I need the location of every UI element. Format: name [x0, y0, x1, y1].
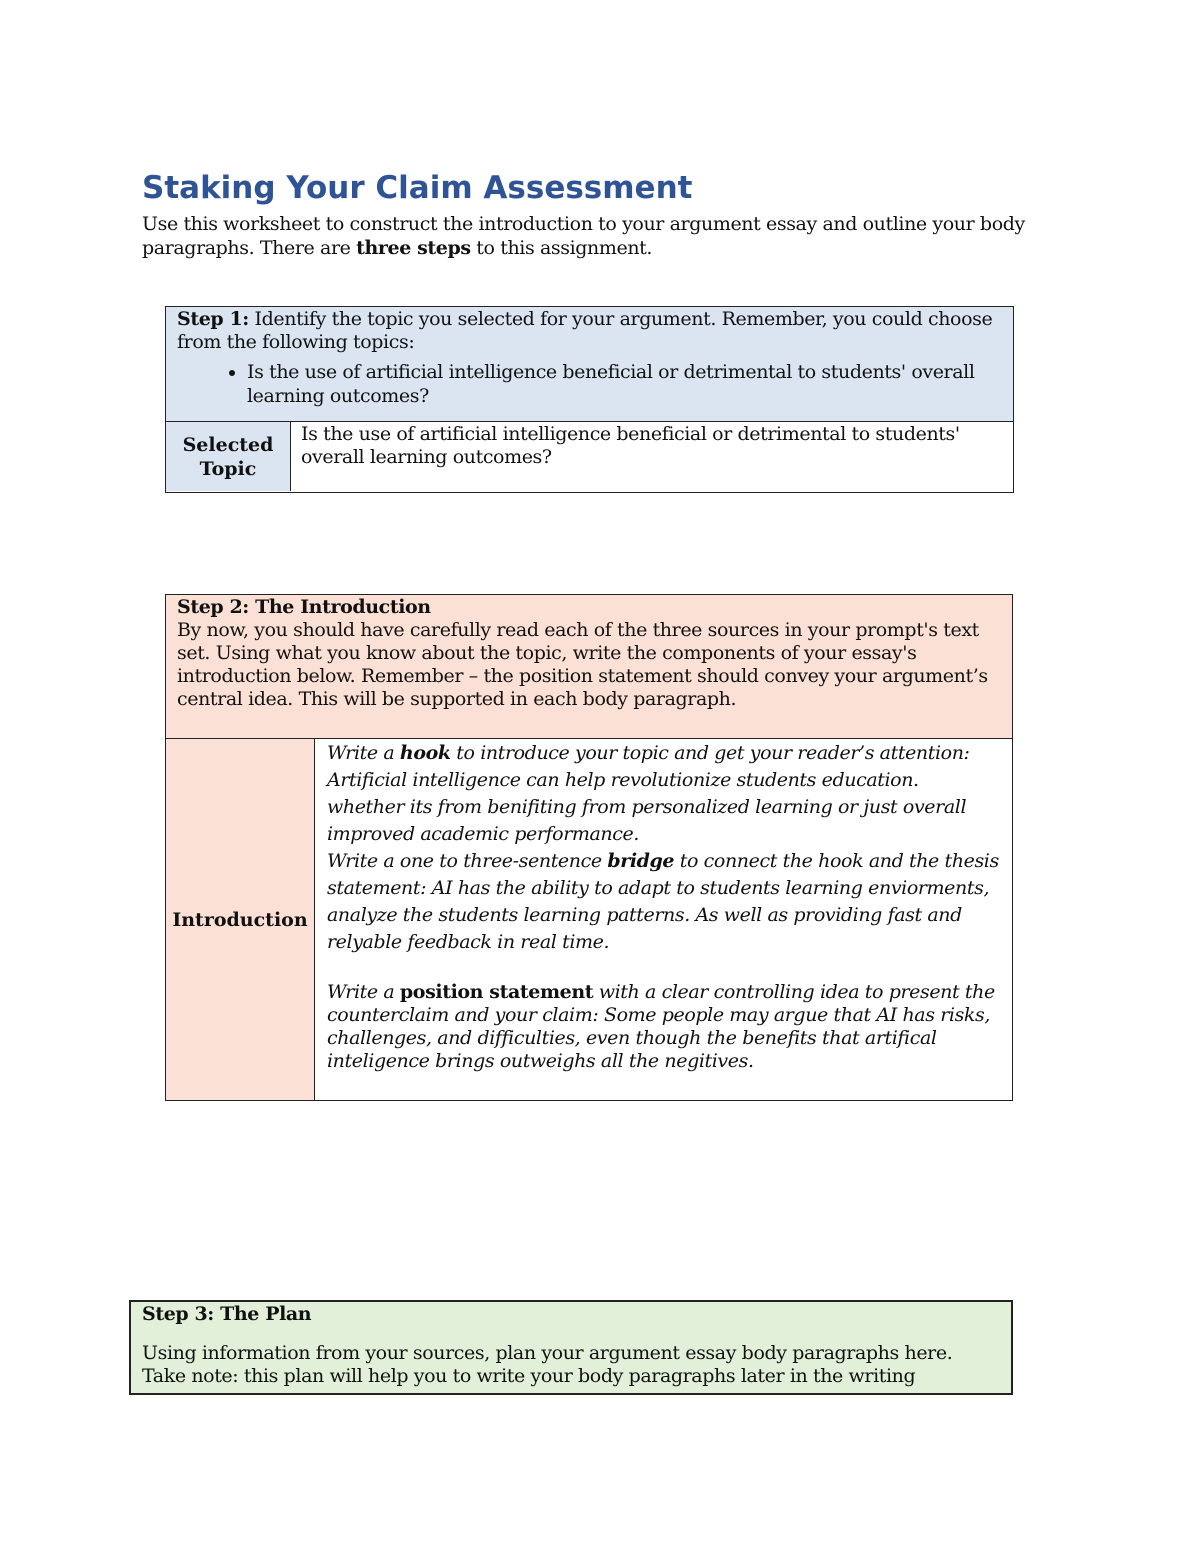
intro-paragraph [142, 212, 1062, 260]
bridge-answer: AI has the ability to adapt to students learning enviorments, analyze the students learning patterns. As well as providing fast and relyable feedback in real time. [327, 877, 990, 953]
bridge-bold: bridge [607, 850, 675, 872]
step1-header-cell [166, 307, 1013, 422]
introduction-label-cell [166, 739, 315, 1100]
step2-table [165, 594, 1013, 1101]
step1-instructions [177, 308, 1002, 354]
step1-topic-item: • Is the use of artificial intelligence beneficial or detrimental to students' overall learning outcomes? [247, 360, 1002, 408]
introduction-label: Introduction [172, 908, 308, 931]
intro-text: Use this worksheet to construct the introduction to your argument essay and outline your body paragraphs. There are [142, 213, 1025, 259]
selected-topic-value: Is the use of artificial intelligence beneficial or detrimental to students' overall learning outcomes? [301, 423, 960, 468]
step1-table [165, 306, 1014, 493]
intro-bold: three steps [356, 237, 471, 259]
hook-bold: hook [399, 742, 451, 764]
position-prompt: Write a position statement with a clear controlling idea to present the counterclaim and your claim: Some people may argue that AI has risks, challenges, and difficulties, even though the benefits that artifical inteligence brings outweighs all the negitives. [327, 981, 995, 1072]
step1-topic-list [177, 360, 1002, 408]
hook-answer: Artificial intelligence can help revolutionize students education. whether its from benifiting from personalized learning or just overall improved academic performance. [327, 769, 967, 845]
position-answer: Some people may argue that AI has risks, challenges, and difficulties, even though the benefits that artifical inteligence brings outweighs all the negitives. [327, 1004, 991, 1072]
step2-header-cell [166, 595, 1012, 739]
step2-instructions: By now, you should have carefully read each of the three sources in your prompt's text set. Using what you know about the topic, write the components of your essay's introduction below. Remember – the position statement should convey your argument’s central idea. This will be supported in each body paragraph. [177, 619, 988, 710]
selected-topic-label-2: Topic [199, 457, 257, 480]
bridge-prompt: Write a one to three-sentence bridge to connect the hook and the thesis statement: AI has the ability to adapt to students learning enviorments, analyze the students learning patterns. As well as providing fast and relyable feedback in real time. [327, 850, 999, 953]
introduction-content-cell[interactable] [315, 739, 1012, 1100]
step3-heading: Step 3: The Plan [142, 1303, 312, 1325]
intro-text-end: to this assignment. [470, 237, 653, 259]
step3-line1: Using information from your sources, plan your argument essay body paragraphs here. [142, 1342, 953, 1364]
position-bold: position statement [399, 981, 594, 1003]
step1-heading: Step 1: [177, 308, 249, 330]
step1-text: Identify the topic you selected for your argument. Remember, you could choose from the following topics: [177, 308, 993, 353]
step2-heading: Step 2: The Introduction [177, 596, 431, 618]
selected-topic-label-1: Selected [182, 433, 274, 456]
step3-line2: Take note: this plan will help you to write your body paragraphs later in the writing [142, 1365, 916, 1387]
selected-topic-value-cell[interactable] [291, 422, 1013, 491]
document-title: Staking Your Claim Assessment [142, 170, 693, 206]
hook-prompt: Write a hook to introduce your topic and get your reader’s attention: Artificial intelligence can help revolutionize students education. whether its from benifiting from personalized learning or just overall improved academic performance. [327, 742, 970, 845]
step3-table [129, 1300, 1013, 1395]
selected-topic-label-cell [166, 422, 291, 491]
